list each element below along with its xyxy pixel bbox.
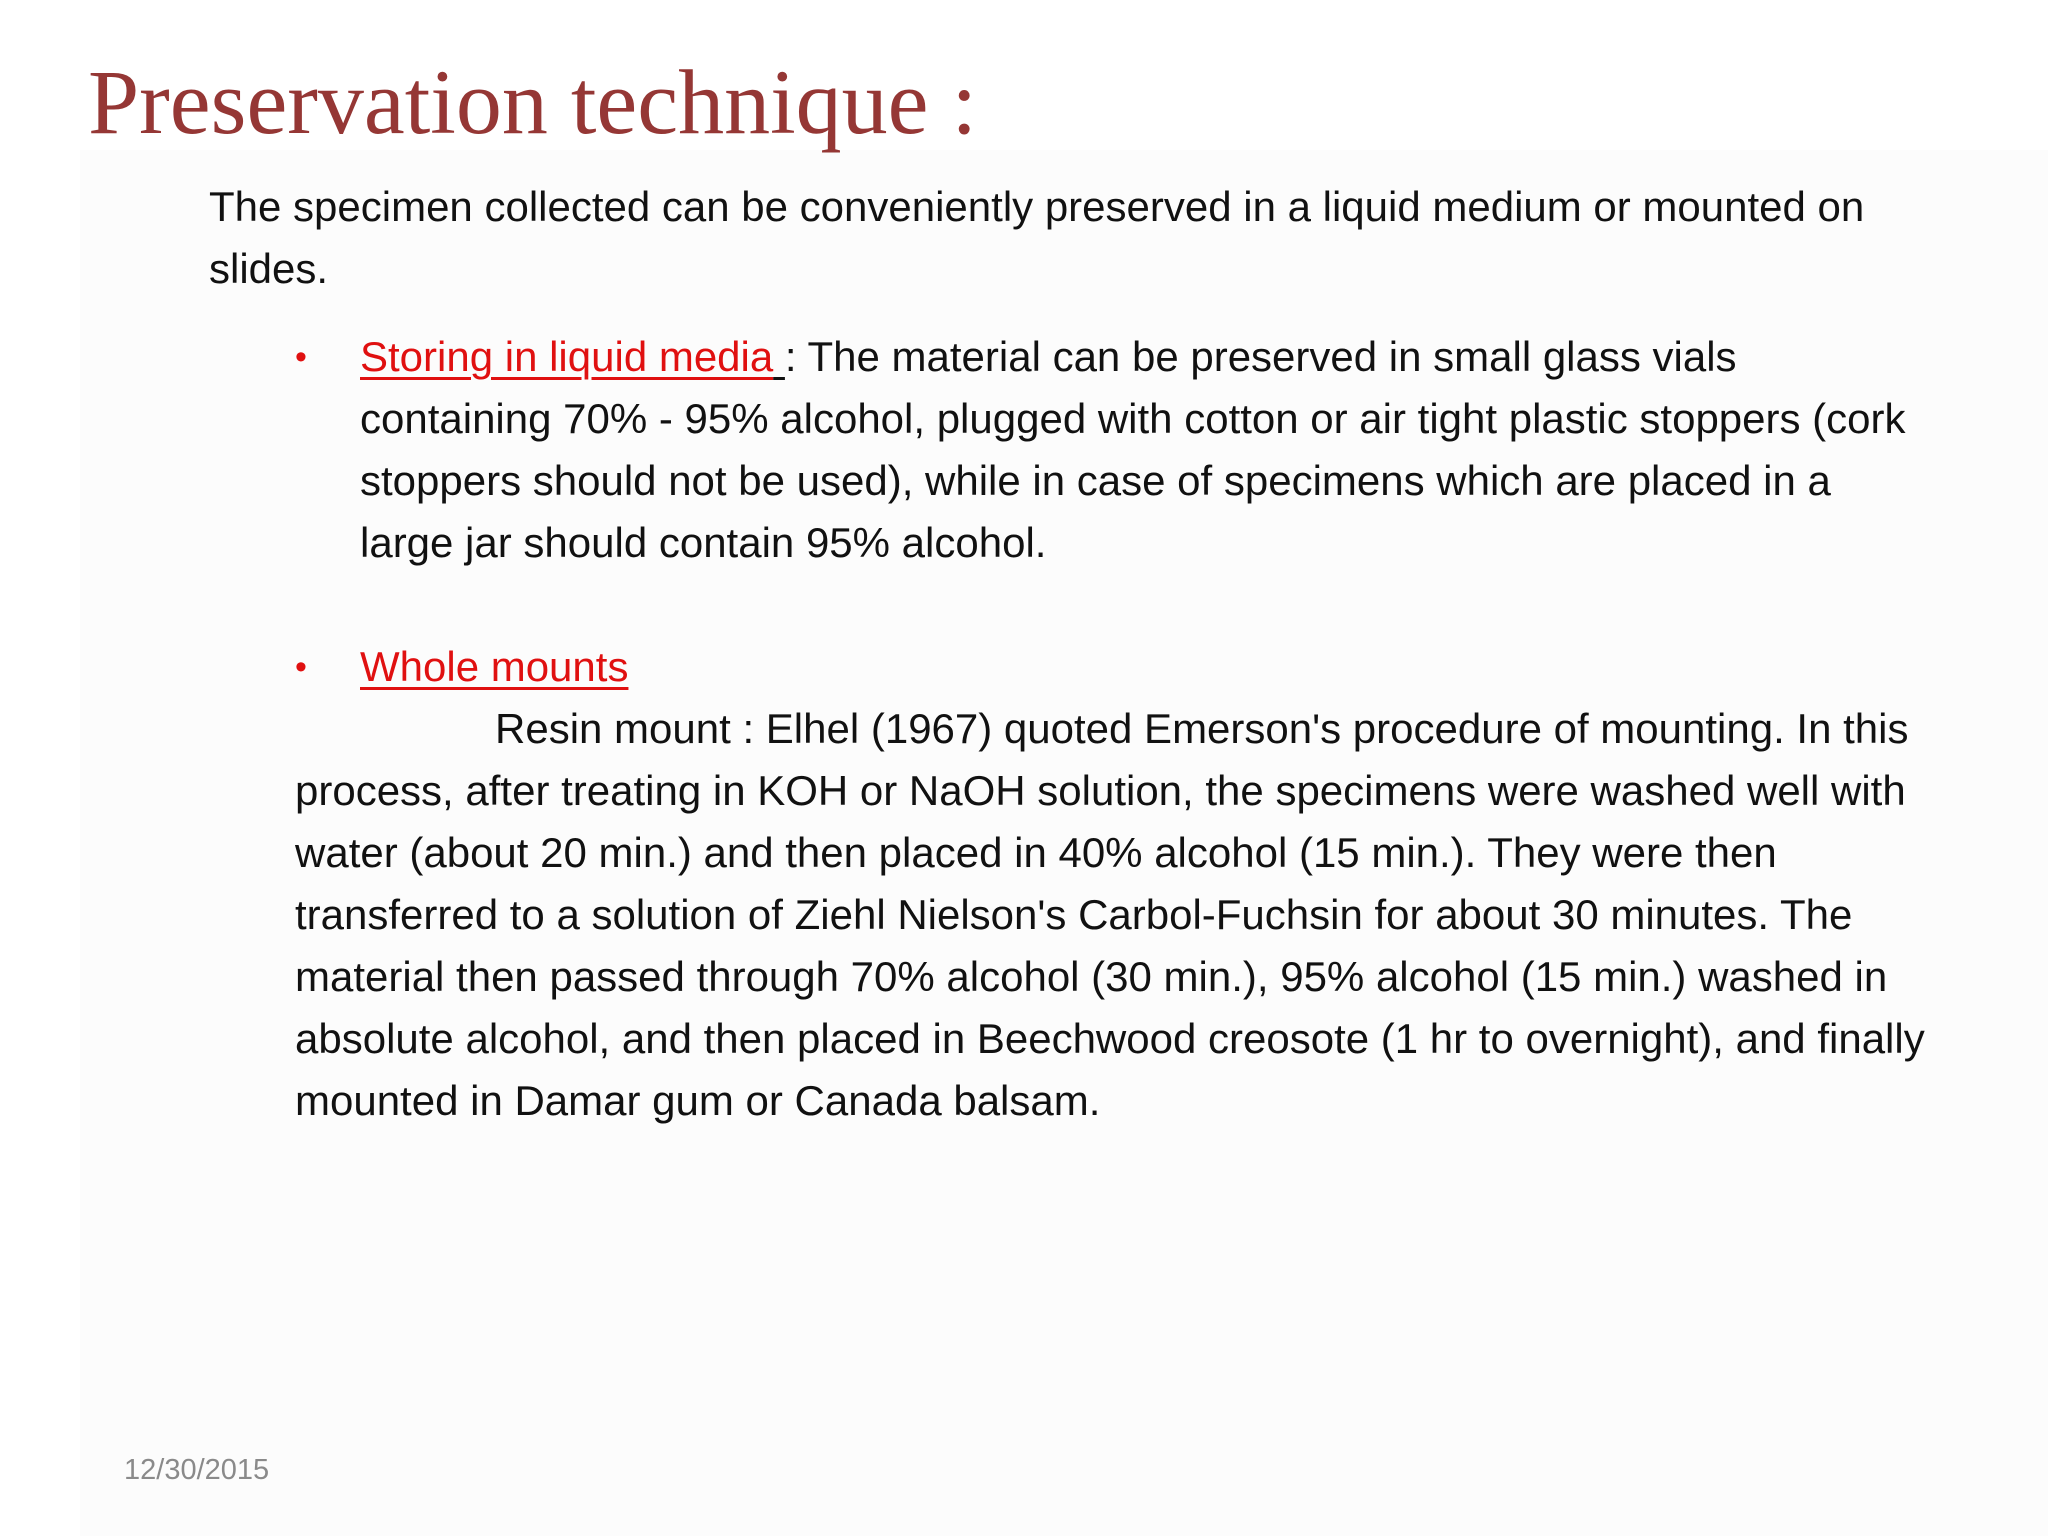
bullet-label-liquid-media: Storing in liquid media xyxy=(360,333,774,380)
resin-mount-paragraph: Resin mount : Elhel (1967) quoted Emerson's procedure of mounting. In this process, after treating in KOH or NaOH solution, the specimens were washed well with water (about 20 min.) and then placed in 40% alcohol (15 min.). They were then transferred to a solution of Ziehl Nielson's Carbol-Fuchsin for about 30 minutes. The material then passed through 70% alcohol (30 min.), 95% alcohol (15 min.) washed in absolute alcohol, and then placed in Beechwood creosote (1 hr to overnight), and finally mounted in Damar gum or Canada balsam. xyxy=(295,705,1925,1124)
bullet-body xyxy=(360,326,1915,574)
slide-title: Preservation technique : xyxy=(88,51,978,153)
bullet-text-liquid-media: : The material can be preserved in small glass vials containing 70% - 95% alcohol, plugged with cotton or air tight plastic stoppers (cork stoppers should not be used), while in case of specimens which are placed in a large jar should contain 95% alcohol. xyxy=(360,333,1906,566)
bullet-icon: • xyxy=(295,338,307,376)
bullet-icon: • xyxy=(295,648,307,686)
bullet-whole-mounts xyxy=(295,636,1915,698)
intro-paragraph: The specimen collected can be conveniently preserved in a liquid medium or mounted on slides. xyxy=(209,183,1865,292)
bullet-body xyxy=(360,636,1915,698)
bullet-label-whole-mounts: Whole mounts xyxy=(360,643,629,690)
bullet-label-underline-tail xyxy=(773,333,785,380)
slide-date: 12/30/2015 xyxy=(124,1454,270,1486)
bullet-liquid-media xyxy=(295,326,1915,574)
